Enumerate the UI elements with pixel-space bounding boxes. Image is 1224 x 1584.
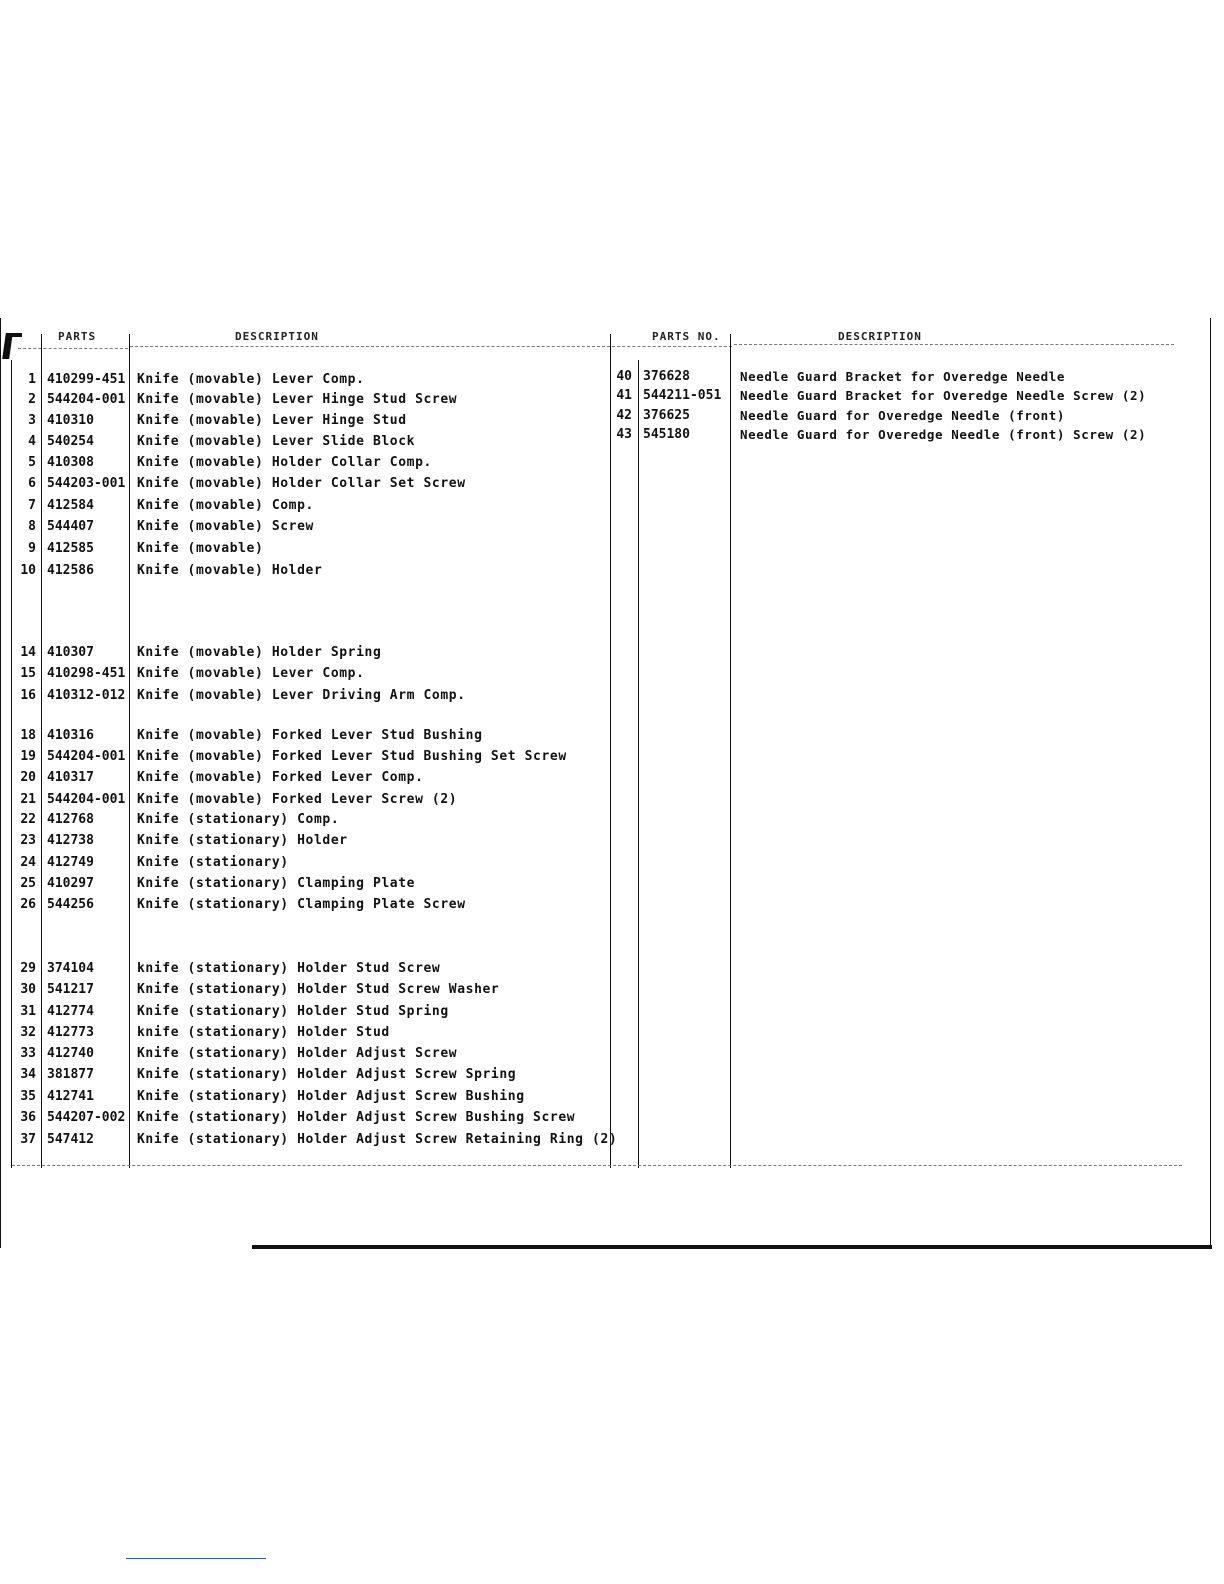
- part-number: 544204-001: [47, 749, 126, 764]
- part-description: Needle Guard Bracket for Overedge Needle Screw (2): [740, 388, 1147, 403]
- part-number: 412738: [47, 833, 94, 848]
- part-description: Knife (movable) Screw: [137, 519, 314, 534]
- item-number: 16: [20, 688, 36, 703]
- part-description: Needle Guard for Overedge Needle (front): [740, 408, 1066, 423]
- item-number: 43: [616, 427, 632, 442]
- right-parts-header: PARTS NO.: [652, 330, 721, 343]
- part-number: 544203-001: [47, 476, 126, 491]
- table-bottom-rule: [12, 1165, 1182, 1166]
- part-description: knife (stationary) Holder Stud: [137, 1025, 390, 1040]
- header-rule-right-parts: [612, 346, 732, 347]
- part-number: 410307: [47, 645, 94, 660]
- item-number: 25: [20, 876, 36, 891]
- header-rule-left-parts: [18, 348, 128, 349]
- part-description: Knife (movable) Forked Lever Stud Bushing: [137, 728, 483, 743]
- part-description: Knife (stationary) Holder Adjust Screw Spring: [137, 1067, 517, 1082]
- part-number: 412749: [47, 855, 94, 870]
- item-number: 37: [20, 1132, 36, 1147]
- part-number: 544204-001: [47, 392, 126, 407]
- part-description: Knife (stationary) Holder Adjust Screw Bushing: [137, 1089, 525, 1104]
- part-number: 381877: [47, 1067, 94, 1082]
- corner-mark-top: [10, 333, 22, 337]
- part-description: Needle Guard Bracket for Overedge Needle: [740, 369, 1066, 384]
- item-number: 23: [20, 833, 36, 848]
- item-number: 24: [20, 855, 36, 870]
- part-description: Knife (movable) Lever Driving Arm Comp.: [137, 688, 466, 703]
- item-number: 35: [20, 1089, 36, 1104]
- item-number: 7: [28, 498, 36, 513]
- part-description: Knife (movable) Holder Spring: [137, 645, 382, 660]
- part-number: 410310: [47, 413, 94, 428]
- part-description: Knife (stationary) Comp.: [137, 812, 340, 827]
- left-part-divider: [129, 334, 130, 1168]
- item-number: 6: [28, 476, 36, 491]
- item-number: 9: [28, 541, 36, 556]
- part-number: 544407: [47, 519, 94, 534]
- part-number: 412586: [47, 563, 94, 578]
- part-number: 410317: [47, 770, 94, 785]
- part-description: Knife (movable) Lever Comp.: [137, 372, 365, 387]
- item-number: 36: [20, 1110, 36, 1125]
- part-number: 410316: [47, 728, 94, 743]
- part-number: 547412: [47, 1132, 94, 1147]
- part-description: Knife (movable) Forked Lever Comp.: [137, 770, 424, 785]
- item-number: 1: [28, 372, 36, 387]
- part-number: 374104: [47, 961, 94, 976]
- part-description: Knife (movable) Holder Collar Set Screw: [137, 476, 466, 491]
- part-number: 544207-002: [47, 1110, 126, 1125]
- part-description: Knife (stationary) Clamping Plate Screw: [137, 897, 466, 912]
- header-rule-left-desc: [130, 346, 610, 347]
- part-description: Knife (movable): [137, 541, 264, 556]
- part-description: Knife (movable) Lever Comp.: [137, 666, 365, 681]
- part-description: Knife (stationary) Holder Stud Screw Washer: [137, 982, 500, 997]
- part-description: Knife (stationary) Holder Adjust Screw: [137, 1046, 458, 1061]
- right-no-divider: [638, 360, 639, 1168]
- part-number: 412584: [47, 498, 94, 513]
- bottom-link-underline: [126, 1558, 266, 1559]
- part-number: 412740: [47, 1046, 94, 1061]
- item-number: 29: [20, 961, 36, 976]
- item-number: 42: [616, 408, 632, 423]
- part-description: knife (stationary) Holder Stud Screw: [137, 961, 441, 976]
- right-part-divider: [730, 334, 731, 1168]
- part-number: 541217: [47, 982, 94, 997]
- item-number: 31: [20, 1004, 36, 1019]
- item-number: 15: [20, 666, 36, 681]
- part-number: 545180: [643, 427, 690, 442]
- item-number: 19: [20, 749, 36, 764]
- right-description-header: DESCRIPTION: [838, 330, 922, 343]
- part-number: 410297: [47, 876, 94, 891]
- item-number: 30: [20, 982, 36, 997]
- item-number: 14: [20, 645, 36, 660]
- part-description: Knife (movable) Lever Hinge Stud: [137, 413, 407, 428]
- part-description: Knife (movable) Forked Lever Screw (2): [137, 792, 458, 807]
- part-description: Knife (movable) Holder Collar Comp.: [137, 455, 432, 470]
- part-number: 412585: [47, 541, 94, 556]
- part-number: 410299-451: [47, 372, 126, 387]
- item-number: 18: [20, 728, 36, 743]
- part-description: Knife (stationary): [137, 855, 289, 870]
- item-number: 34: [20, 1067, 36, 1082]
- left-page-edge: [0, 318, 1, 1248]
- item-number: 40: [616, 369, 632, 384]
- item-number: 22: [20, 812, 36, 827]
- part-number: 410298-451: [47, 666, 126, 681]
- part-number: 540254: [47, 434, 94, 449]
- part-number: 376625: [643, 408, 690, 423]
- part-description: Knife (stationary) Holder: [137, 833, 348, 848]
- left-parts-header: PARTS: [58, 330, 97, 343]
- part-description: Knife (movable) Holder: [137, 563, 323, 578]
- item-number: 2: [28, 392, 36, 407]
- part-description: Knife (stationary) Holder Adjust Screw Retaining Ring (2): [137, 1132, 618, 1147]
- part-description: Knife (movable) Lever Slide Block: [137, 434, 416, 449]
- part-description: Knife (movable) Forked Lever Stud Bushing Set Screw: [137, 749, 567, 764]
- part-description: Knife (movable) Comp.: [137, 498, 314, 513]
- item-number: 21: [20, 792, 36, 807]
- item-number: 5: [28, 455, 36, 470]
- part-number: 410308: [47, 455, 94, 470]
- part-description: Knife (stationary) Holder Adjust Screw Bushing Screw: [137, 1110, 576, 1125]
- part-number: 412768: [47, 812, 94, 827]
- left-no-divider: [41, 334, 42, 1168]
- item-number: 4: [28, 434, 36, 449]
- page-bottom-bar: [252, 1245, 1212, 1249]
- part-number: 376628: [643, 369, 690, 384]
- part-number: 410312-012: [47, 688, 126, 703]
- part-description: Needle Guard for Overedge Needle (front) Screw (2): [740, 427, 1147, 442]
- part-number: 412774: [47, 1004, 94, 1019]
- item-number: 20: [20, 770, 36, 785]
- part-description: Knife (movable) Lever Hinge Stud Screw: [137, 392, 458, 407]
- middle-divider: [610, 334, 611, 1168]
- item-number: 41: [616, 388, 632, 403]
- item-number: 32: [20, 1025, 36, 1040]
- left-description-header: DESCRIPTION: [235, 330, 319, 343]
- part-description: Knife (stationary) Clamping Plate: [137, 876, 416, 891]
- part-number: 412773: [47, 1025, 94, 1040]
- part-number: 544204-001: [47, 792, 126, 807]
- item-number: 10: [20, 563, 36, 578]
- item-number: 26: [20, 897, 36, 912]
- item-number: 8: [28, 519, 36, 534]
- item-number: 3: [28, 413, 36, 428]
- part-number: 544211-051: [643, 388, 722, 403]
- header-rule-right-desc: [734, 344, 1174, 345]
- part-description: Knife (stationary) Holder Stud Spring: [137, 1004, 449, 1019]
- right-page-edge: [1210, 318, 1211, 1248]
- part-number: 544256: [47, 897, 94, 912]
- part-number: 412741: [47, 1089, 94, 1104]
- item-number: 33: [20, 1046, 36, 1061]
